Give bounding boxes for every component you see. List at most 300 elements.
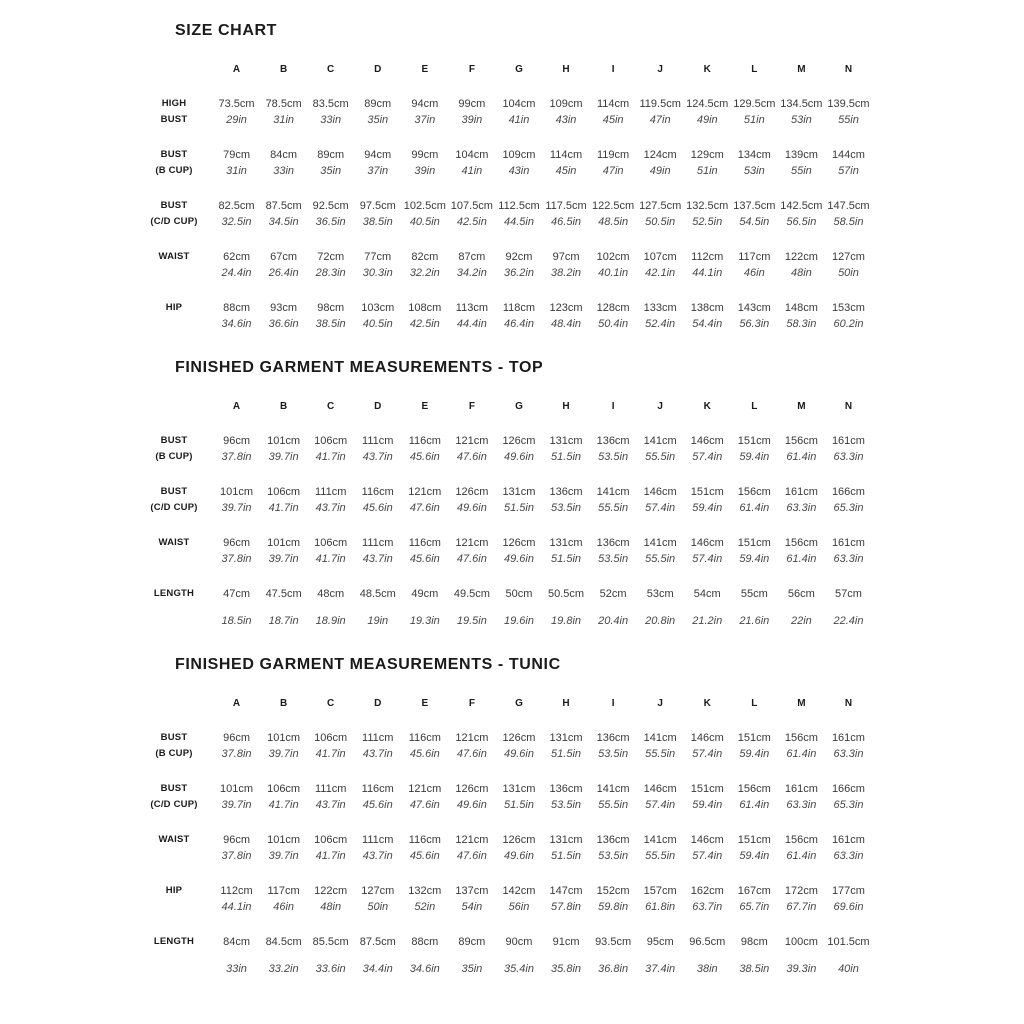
measurement-cell bbox=[543, 832, 590, 864]
measurement-cell bbox=[307, 300, 354, 332]
in-value: 59.4in bbox=[739, 748, 770, 760]
row-label-line: BUST bbox=[160, 783, 188, 794]
in-value: 49in bbox=[696, 114, 718, 126]
sections-root bbox=[135, 22, 872, 977]
measurement-cell bbox=[354, 883, 401, 915]
measurement-cell bbox=[731, 781, 778, 813]
measurement-cell bbox=[495, 249, 542, 281]
cm-value: 124cm bbox=[643, 149, 677, 161]
in-value: 35in bbox=[367, 114, 389, 126]
size-column-header: M bbox=[797, 64, 806, 75]
in-value: 48in bbox=[790, 267, 812, 279]
measurement-cell bbox=[401, 832, 448, 864]
in-value: 37.8in bbox=[221, 850, 252, 862]
measurement-cell bbox=[307, 433, 354, 465]
size-column-header: E bbox=[421, 401, 429, 412]
cm-value: 102cm bbox=[596, 251, 630, 263]
cm-value: 121cm bbox=[408, 486, 442, 498]
measurement-cell bbox=[213, 249, 260, 281]
in-value: 49.6in bbox=[503, 850, 534, 862]
measurement-cell bbox=[448, 781, 495, 813]
size-column-header: E bbox=[421, 698, 429, 709]
measurement-cell bbox=[825, 96, 872, 128]
in-value: 33.6in bbox=[315, 963, 346, 975]
cm-value: 83.5cm bbox=[312, 98, 349, 110]
cm-value: 72cm bbox=[317, 251, 345, 263]
in-value: 63.7in bbox=[692, 901, 723, 913]
in-value: 36.5in bbox=[315, 216, 346, 228]
cm-value: 121cm bbox=[455, 537, 489, 549]
in-value: 47.6in bbox=[456, 850, 487, 862]
measurement-cell bbox=[778, 484, 825, 516]
measurement-cell bbox=[495, 484, 542, 516]
row-label-line: LENGTH bbox=[153, 588, 195, 599]
in-value: 42.5in bbox=[456, 216, 487, 228]
measurement-cell bbox=[825, 433, 872, 465]
measurement-cell bbox=[495, 730, 542, 762]
measurement-cell bbox=[684, 249, 731, 281]
row-label-line: BUST bbox=[160, 435, 188, 446]
table-row bbox=[135, 147, 872, 179]
cm-value: 96.5cm bbox=[689, 936, 726, 948]
cm-value: 109cm bbox=[549, 98, 583, 110]
measurement-cell bbox=[684, 781, 731, 813]
measurement-cell bbox=[354, 249, 401, 281]
in-value: 21.2in bbox=[692, 615, 723, 627]
in-value: 47.6in bbox=[456, 451, 487, 463]
row-label-line: (C/D CUP) bbox=[150, 216, 198, 227]
in-value: 57.4in bbox=[692, 451, 723, 463]
measurement-cell bbox=[213, 934, 260, 977]
cm-value: 93cm bbox=[270, 302, 298, 314]
in-value: 41.7in bbox=[315, 553, 346, 565]
measurement-cell bbox=[448, 586, 495, 629]
table-row bbox=[135, 934, 872, 977]
measurement-cell bbox=[307, 934, 354, 977]
in-value: 55.5in bbox=[645, 451, 676, 463]
in-value: 39.7in bbox=[268, 451, 299, 463]
measurement-cell bbox=[637, 832, 684, 864]
measurement-cell bbox=[778, 832, 825, 864]
cm-value: 79cm bbox=[223, 149, 250, 161]
cm-value: 96cm bbox=[223, 834, 250, 846]
measurement-cell bbox=[448, 535, 495, 567]
measurement-cell bbox=[213, 586, 260, 629]
cm-value: 92.5cm bbox=[312, 200, 349, 212]
size-column-header: N bbox=[844, 401, 853, 412]
cm-value: 104cm bbox=[455, 149, 489, 161]
in-value: 63.3in bbox=[833, 748, 864, 760]
cm-value: 152cm bbox=[596, 885, 630, 897]
cm-value: 89cm bbox=[317, 149, 345, 161]
row-label-line: BUST bbox=[160, 149, 188, 160]
in-value: 19.8in bbox=[551, 615, 582, 627]
cm-value: 112.5cm bbox=[498, 200, 540, 212]
measurement-cell bbox=[213, 883, 260, 915]
measurement-cell bbox=[495, 198, 542, 230]
measurement-cell bbox=[778, 586, 825, 629]
measurement-cell bbox=[307, 730, 354, 762]
measurement-cell bbox=[260, 96, 307, 128]
measurement-cell bbox=[590, 147, 637, 179]
in-value: 43in bbox=[555, 114, 577, 126]
cm-value: 124.5cm bbox=[686, 98, 729, 110]
measurement-cell bbox=[590, 198, 637, 230]
in-value: 57in bbox=[838, 165, 859, 177]
size-column-header: D bbox=[374, 698, 382, 709]
in-value: 39.7in bbox=[221, 799, 252, 811]
measurement-cell bbox=[825, 198, 872, 230]
row-label-line: (C/D CUP) bbox=[150, 502, 198, 513]
cm-value: 87.5cm bbox=[359, 936, 396, 948]
row-label-line: LENGTH bbox=[153, 936, 195, 947]
measurement-cell bbox=[590, 433, 637, 465]
cm-value: 106cm bbox=[267, 486, 301, 498]
in-value: 51.5in bbox=[551, 748, 582, 760]
cm-value: 88cm bbox=[223, 302, 250, 314]
measurement-cell bbox=[684, 198, 731, 230]
measurement-cell bbox=[401, 198, 448, 230]
cm-value: 131cm bbox=[549, 834, 583, 846]
in-value: 44.5in bbox=[503, 216, 534, 228]
in-value: 39.3in bbox=[786, 963, 817, 975]
size-column-header: K bbox=[703, 698, 711, 709]
row-label bbox=[135, 781, 213, 813]
in-value: 49.6in bbox=[503, 553, 534, 565]
size-column-header: I bbox=[611, 64, 615, 75]
cm-value: 131cm bbox=[549, 732, 583, 744]
cm-value: 151cm bbox=[737, 435, 771, 447]
in-value: 38.5in bbox=[739, 963, 770, 975]
measurement-cell bbox=[401, 883, 448, 915]
cm-value: 95cm bbox=[646, 936, 674, 948]
cm-value: 141cm bbox=[596, 783, 630, 795]
table-row bbox=[135, 300, 872, 332]
cm-value: 82cm bbox=[411, 251, 439, 263]
measurement-cell bbox=[260, 433, 307, 465]
measurement-cell bbox=[731, 934, 778, 977]
row-label bbox=[135, 96, 213, 128]
cm-value: 102.5cm bbox=[403, 200, 446, 212]
in-value: 47.6in bbox=[456, 553, 487, 565]
cm-value: 156cm bbox=[784, 435, 818, 447]
cm-value: 132cm bbox=[408, 885, 442, 897]
size-column-header: G bbox=[515, 64, 523, 75]
in-value: 51.5in bbox=[551, 850, 582, 862]
measurement-cell bbox=[778, 96, 825, 128]
measurement-cell bbox=[354, 586, 401, 629]
in-value: 59.4in bbox=[739, 451, 770, 463]
measurement-cell bbox=[401, 586, 448, 629]
measurement-cell bbox=[825, 249, 872, 281]
table-row bbox=[135, 781, 872, 813]
cm-value: 156cm bbox=[737, 783, 771, 795]
measurement-cell bbox=[260, 484, 307, 516]
measurement-cell bbox=[543, 147, 590, 179]
cm-value: 116cm bbox=[408, 834, 441, 846]
in-value: 39in bbox=[461, 114, 483, 126]
in-value: 46in bbox=[743, 267, 765, 279]
cm-value: 89cm bbox=[458, 936, 486, 948]
measurement-cell bbox=[260, 883, 307, 915]
measurement-cell bbox=[213, 96, 260, 128]
row-label-line: WAIST bbox=[158, 251, 190, 262]
in-value: 51in bbox=[696, 165, 718, 177]
in-value: 36.6in bbox=[268, 318, 299, 330]
size-column-header: L bbox=[751, 401, 758, 412]
cm-value: 161cm bbox=[831, 732, 865, 744]
in-value: 58.5in bbox=[833, 216, 864, 228]
in-value: 65.7in bbox=[739, 901, 770, 913]
cm-value: 97.5cm bbox=[359, 200, 396, 212]
in-value: 46.4in bbox=[503, 318, 534, 330]
measurement-cell bbox=[731, 147, 778, 179]
in-value: 34.2in bbox=[456, 267, 487, 279]
measurement-cell bbox=[590, 781, 637, 813]
cm-value: 123cm bbox=[549, 302, 583, 314]
measurement-cell bbox=[684, 730, 731, 762]
cm-value: 156cm bbox=[784, 537, 818, 549]
cm-value: 133cm bbox=[643, 302, 677, 314]
in-value: 49.6in bbox=[456, 799, 487, 811]
in-value: 65.3in bbox=[833, 799, 864, 811]
cm-value: 108cm bbox=[408, 302, 442, 314]
in-value: 19in bbox=[367, 615, 389, 627]
measurement-cell bbox=[637, 535, 684, 567]
in-value: 53.5in bbox=[598, 451, 629, 463]
in-value: 53.5in bbox=[598, 748, 629, 760]
in-value: 53.5in bbox=[598, 850, 629, 862]
in-value: 65.3in bbox=[833, 502, 864, 514]
measurement-cell bbox=[637, 433, 684, 465]
in-value: 40.1in bbox=[598, 267, 629, 279]
cm-value: 77cm bbox=[364, 251, 392, 263]
cm-value: 128cm bbox=[596, 302, 630, 314]
measurement-cell bbox=[213, 484, 260, 516]
cm-value: 91cm bbox=[552, 936, 580, 948]
header-spacer bbox=[135, 62, 213, 78]
in-value: 40.5in bbox=[362, 318, 393, 330]
measurement-cell bbox=[637, 300, 684, 332]
measurement-cell bbox=[637, 883, 684, 915]
cm-value: 143cm bbox=[737, 302, 771, 314]
cm-value: 106cm bbox=[314, 435, 348, 447]
size-column-header: J bbox=[657, 698, 663, 709]
cm-value: 156cm bbox=[784, 834, 818, 846]
in-value: 45.6in bbox=[409, 850, 440, 862]
measurement-cell bbox=[825, 781, 872, 813]
measurement-cell bbox=[213, 730, 260, 762]
cm-value: 148cm bbox=[784, 302, 818, 314]
in-value: 55in bbox=[838, 114, 859, 126]
in-value: 18.9in bbox=[315, 615, 346, 627]
size-column-header: D bbox=[374, 401, 382, 412]
measurement-cell bbox=[307, 484, 354, 516]
cm-value: 147cm bbox=[549, 885, 583, 897]
cm-value: 99cm bbox=[411, 149, 439, 161]
row-label bbox=[135, 586, 213, 629]
size-header-row bbox=[135, 399, 872, 415]
measurement-cell bbox=[543, 198, 590, 230]
cm-value: 103cm bbox=[361, 302, 395, 314]
in-value: 48.5in bbox=[598, 216, 629, 228]
cm-value: 97cm bbox=[552, 251, 580, 263]
measurement-cell bbox=[684, 433, 731, 465]
cm-value: 94cm bbox=[364, 149, 392, 161]
in-value: 61.4in bbox=[786, 553, 817, 565]
measurement-cell bbox=[543, 433, 590, 465]
in-value: 45.6in bbox=[409, 748, 440, 760]
in-value: 51in bbox=[743, 114, 765, 126]
in-value: 59.4in bbox=[692, 502, 723, 514]
in-value: 56.5in bbox=[786, 216, 817, 228]
cm-value: 161cm bbox=[784, 783, 818, 795]
in-value: 34.6in bbox=[409, 963, 440, 975]
in-value: 37in bbox=[414, 114, 436, 126]
row-label bbox=[135, 249, 213, 281]
cm-value: 127cm bbox=[831, 251, 865, 263]
size-header-row bbox=[135, 696, 872, 712]
size-column-header: F bbox=[468, 64, 475, 75]
size-column-header: J bbox=[657, 401, 663, 412]
in-value: 54in bbox=[461, 901, 483, 913]
in-value: 21.6in bbox=[739, 615, 770, 627]
in-value: 55.5in bbox=[645, 553, 676, 565]
in-value: 41in bbox=[508, 114, 530, 126]
in-value: 56.3in bbox=[739, 318, 770, 330]
cm-value: 101cm bbox=[267, 435, 301, 447]
measurement-cell bbox=[401, 300, 448, 332]
in-value: 53in bbox=[790, 114, 812, 126]
cm-value: 111cm bbox=[314, 783, 347, 795]
cm-value: 141cm bbox=[643, 435, 677, 447]
cm-value: 121cm bbox=[455, 435, 489, 447]
size-column-header: E bbox=[421, 64, 429, 75]
in-value: 18.5in bbox=[221, 615, 252, 627]
in-value: 43.7in bbox=[315, 799, 346, 811]
cm-value: 90cm bbox=[505, 936, 533, 948]
section-title: FINISHED GARMENT MEASUREMENTS - TUNIC bbox=[175, 656, 561, 673]
size-column-header: M bbox=[797, 401, 806, 412]
measurement-cell bbox=[590, 730, 637, 762]
in-value: 57.4in bbox=[692, 748, 723, 760]
row-label bbox=[135, 484, 213, 516]
cm-value: 136cm bbox=[596, 732, 630, 744]
measurement-cell bbox=[684, 883, 731, 915]
in-value: 36.2in bbox=[503, 267, 534, 279]
in-value: 39in bbox=[414, 165, 436, 177]
measurement-cell bbox=[731, 730, 778, 762]
cm-value: 48.5cm bbox=[359, 588, 396, 600]
in-value: 33.2in bbox=[268, 963, 299, 975]
cm-value: 151cm bbox=[737, 834, 771, 846]
cm-value: 52cm bbox=[599, 588, 627, 600]
measurement-cell bbox=[825, 300, 872, 332]
measurement-cell bbox=[731, 586, 778, 629]
cm-value: 62cm bbox=[223, 251, 250, 263]
in-value: 33in bbox=[226, 963, 247, 975]
cm-value: 141cm bbox=[596, 486, 630, 498]
cm-value: 153cm bbox=[831, 302, 865, 314]
measurement-cell bbox=[495, 883, 542, 915]
measurement-cell bbox=[495, 781, 542, 813]
in-value: 38in bbox=[696, 963, 718, 975]
in-value: 37.8in bbox=[221, 553, 252, 565]
cm-value: 49.5cm bbox=[453, 588, 490, 600]
cm-value: 89cm bbox=[364, 98, 392, 110]
in-value: 48.4in bbox=[551, 318, 582, 330]
measurement-section bbox=[135, 656, 872, 977]
cm-value: 98cm bbox=[317, 302, 345, 314]
in-value: 45.6in bbox=[362, 502, 393, 514]
measurement-cell bbox=[590, 586, 637, 629]
measurement-cell bbox=[825, 484, 872, 516]
cm-value: 136cm bbox=[596, 834, 630, 846]
in-value: 41.7in bbox=[268, 502, 299, 514]
in-value: 47.6in bbox=[409, 502, 440, 514]
in-value: 39.7in bbox=[221, 502, 252, 514]
row-label bbox=[135, 198, 213, 230]
in-value: 37in bbox=[367, 165, 389, 177]
in-value: 44.1in bbox=[692, 267, 723, 279]
cm-value: 126cm bbox=[455, 783, 489, 795]
cm-value: 87cm bbox=[458, 251, 486, 263]
measurement-cell bbox=[543, 300, 590, 332]
size-column-header: H bbox=[562, 64, 570, 75]
in-value: 34.4in bbox=[362, 963, 393, 975]
in-value: 39.7in bbox=[268, 850, 299, 862]
in-value: 59.4in bbox=[692, 799, 723, 811]
cm-value: 117cm bbox=[267, 885, 300, 897]
measurement-cell bbox=[448, 730, 495, 762]
cm-value: 92cm bbox=[505, 251, 533, 263]
in-value: 43.7in bbox=[362, 850, 393, 862]
measurement-cell bbox=[354, 433, 401, 465]
cm-value: 151cm bbox=[690, 486, 724, 498]
size-column-header: L bbox=[751, 698, 758, 709]
in-value: 61.4in bbox=[786, 850, 817, 862]
row-label bbox=[135, 535, 213, 567]
measurement-cell bbox=[307, 586, 354, 629]
measurement-cell bbox=[307, 198, 354, 230]
cm-value: 131cm bbox=[502, 783, 536, 795]
in-value: 43in bbox=[508, 165, 530, 177]
in-value: 22in bbox=[790, 615, 812, 627]
in-value: 35.4in bbox=[503, 963, 534, 975]
cm-value: 137cm bbox=[455, 885, 489, 897]
cm-value: 84cm bbox=[270, 149, 298, 161]
measurement-cell bbox=[684, 300, 731, 332]
table-row bbox=[135, 535, 872, 567]
cm-value: 161cm bbox=[831, 435, 865, 447]
measurement-cell bbox=[495, 96, 542, 128]
cm-value: 127cm bbox=[361, 885, 395, 897]
cm-value: 131cm bbox=[549, 537, 583, 549]
measurement-cell bbox=[401, 535, 448, 567]
cm-value: 121cm bbox=[455, 732, 489, 744]
in-value: 60.2in bbox=[833, 318, 864, 330]
cm-value: 114cm bbox=[549, 149, 583, 161]
in-value: 53.5in bbox=[551, 502, 582, 514]
cm-value: 146cm bbox=[690, 732, 724, 744]
measurement-cell bbox=[495, 433, 542, 465]
measurement-cell bbox=[448, 934, 495, 977]
in-value: 35in bbox=[320, 165, 342, 177]
measurement-cell bbox=[637, 586, 684, 629]
in-value: 54.5in bbox=[739, 216, 770, 228]
measurement-cell bbox=[637, 781, 684, 813]
in-value: 38.5in bbox=[315, 318, 346, 330]
